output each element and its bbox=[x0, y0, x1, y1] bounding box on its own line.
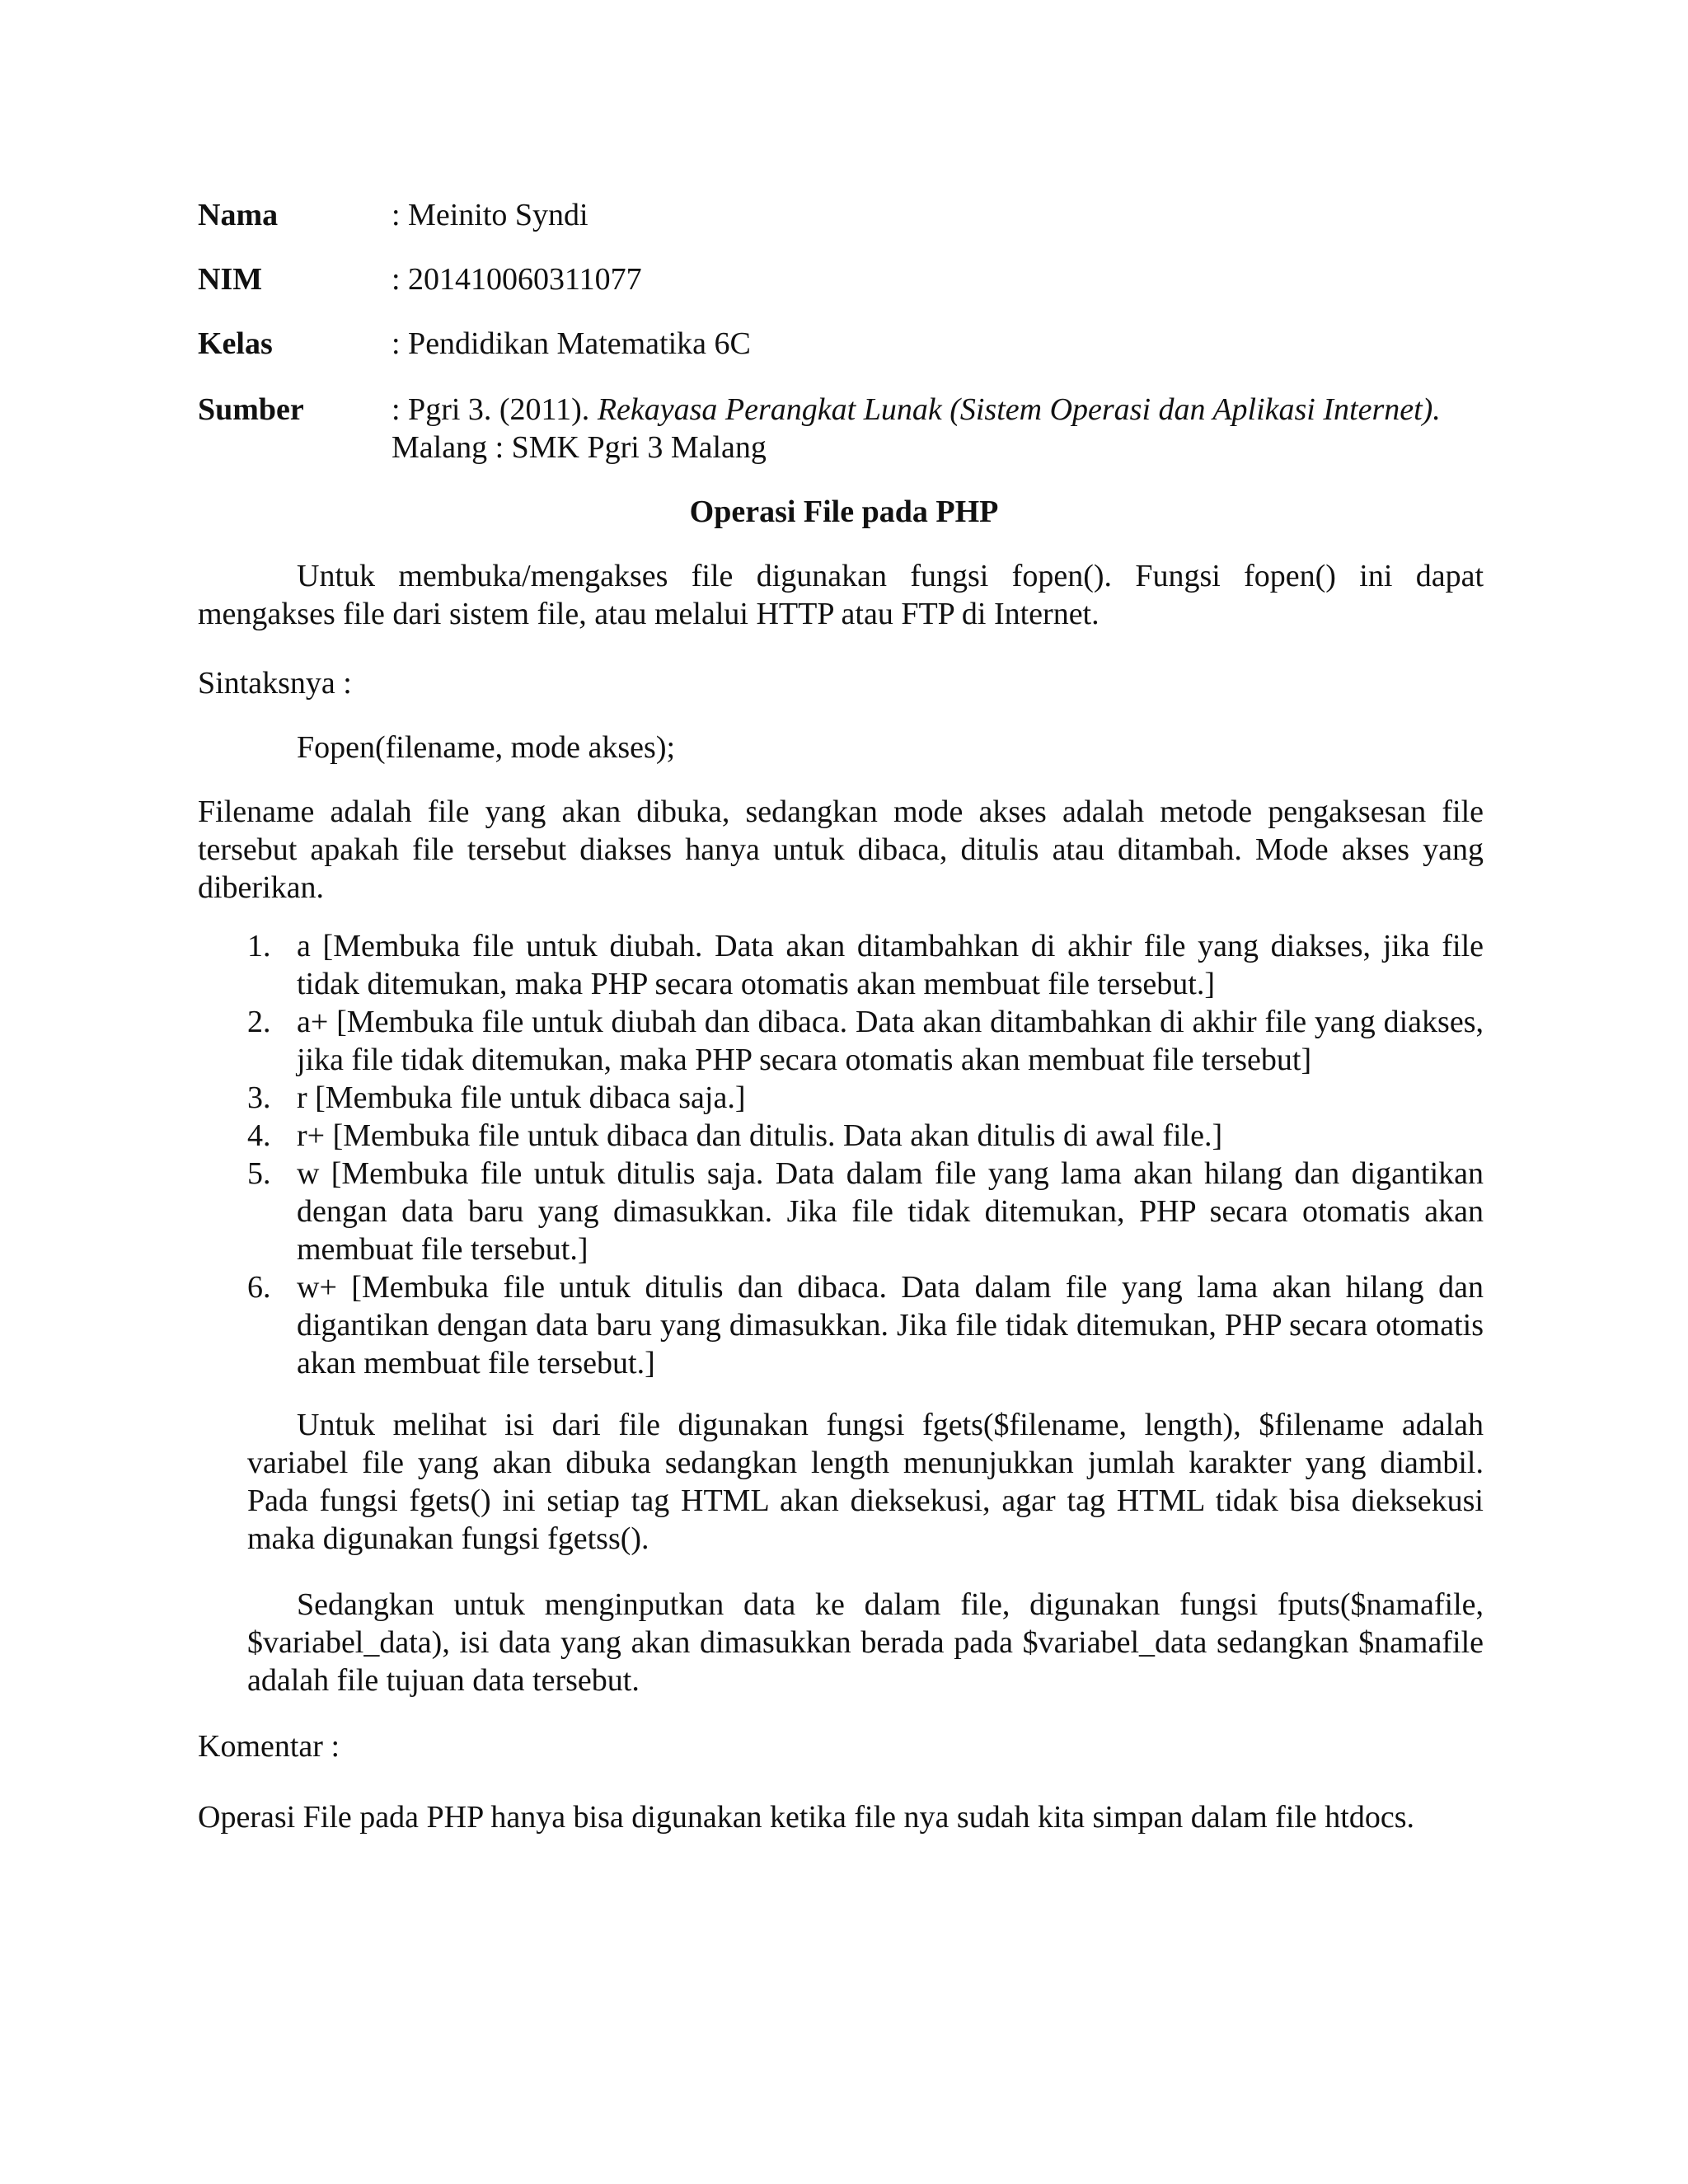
list-text: w+ [Membuka file untuk ditulis dan dibaca. Data dalam file yang lama akan hilang dan digantikan dengan data baru yang dimasukkan. Jika file tidak ditemukan, PHP secara otomatis akan membuat file tersebut.] bbox=[297, 1270, 1484, 1380]
list-text: r+ [Membuka file untuk dibaca dan ditulis. Data akan ditulis di awal file.] bbox=[297, 1118, 1223, 1153]
list-item bbox=[247, 1268, 1484, 1382]
list-text: a [Membuka file untuk diubah. Data akan ditambahkan di akhir file yang diakses, jika file tidak ditemukan, maka PHP secara otomatis akan membuat file tersebut.] bbox=[297, 929, 1484, 1001]
filename-description: Filename adalah file yang akan dibuka, sedangkan mode akses adalah metode pengaksesan file tersebut apakah file tersebut diakses hanya untuk dibaca, ditulis atau ditambah. Mode akses yang diberikan. bbox=[198, 794, 1484, 905]
list-item bbox=[247, 1155, 1484, 1268]
sumber-value bbox=[392, 391, 1441, 429]
syntax-label: Sintaksnya : bbox=[198, 666, 352, 701]
nim-label: NIM bbox=[198, 262, 263, 297]
nama-label: Nama bbox=[198, 198, 279, 232]
list-item bbox=[247, 1003, 1484, 1079]
list-number: 3. bbox=[247, 1080, 271, 1115]
sumber-prefix: : Pgri 3. (2011). bbox=[392, 392, 598, 427]
fgets-paragraph: Untuk melihat isi dari file digunakan fungsi fgets($filename, length), $filename adalah variabel file yang akan dibuka sedangkan length menunjukkan jumlah karakter yang diambil. Pada fungsi fgets() ini setiap tag HTML akan dieksekusi, agar tag HTML tidak bisa dieksekusi maka digunakan fungsi fgetss(). bbox=[247, 1408, 1484, 1556]
list-text: a+ [Membuka file untuk diubah dan dibaca. Data akan ditambahkan di akhir file yang diakses, jika file tidak ditemukan, maka PHP secara otomatis akan membuat file tersebut] bbox=[297, 1005, 1484, 1077]
list-item bbox=[247, 1079, 1484, 1117]
list-number: 5. bbox=[247, 1156, 271, 1191]
komentar-label: Komentar : bbox=[198, 1729, 340, 1764]
list-number: 1. bbox=[247, 929, 271, 963]
list-number: 6. bbox=[247, 1270, 271, 1305]
fputs-paragraph: Sedangkan untuk menginputkan data ke dalam file, digunakan fungsi fputs($namafile, $variabel_data), isi data yang akan dimasukkan berada pada $variabel_data sedangkan $namafile adalah file tujuan data tersebut. bbox=[247, 1587, 1484, 1698]
document-title: Operasi File pada PHP bbox=[689, 494, 999, 529]
access-mode-list bbox=[247, 927, 1484, 1382]
list-text: r [Membuka file untuk dibaca saja.] bbox=[297, 1080, 746, 1115]
list-item bbox=[247, 1117, 1484, 1155]
sumber-label: Sumber bbox=[198, 392, 304, 427]
list-number: 2. bbox=[247, 1005, 271, 1039]
list-text: w [Membuka file untuk ditulis saja. Data dalam file yang lama akan hilang dan digantikan dengan data baru yang dimasukkan. Jika file tidak ditemukan, PHP secara otomatis akan membuat file tersebut.] bbox=[297, 1156, 1484, 1267]
sumber-book-title: Rekayasa Perangkat Lunak (Sistem Operasi dan Aplikasi Internet). bbox=[597, 392, 1441, 427]
nama-value: : Meinito Syndi bbox=[392, 198, 588, 232]
list-number: 4. bbox=[247, 1118, 271, 1153]
intro-paragraph: Untuk membuka/mengakses file digunakan fungsi fopen(). Fungsi fopen() ini dapat mengakses file dari sistem file, atau melalui HTTP atau FTP di Internet. bbox=[198, 559, 1484, 631]
sumber-value-line2: Malang : SMK Pgri 3 Malang bbox=[392, 430, 767, 465]
syntax-code: Fopen(filename, mode akses); bbox=[297, 730, 676, 765]
kelas-value: : Pendidikan Matematika 6C bbox=[392, 326, 751, 361]
komentar-text: Operasi File pada PHP hanya bisa digunakan ketika file nya sudah kita simpan dalam file htdocs. bbox=[198, 1800, 1415, 1835]
nim-value: : 201410060311077 bbox=[392, 262, 642, 297]
list-item bbox=[247, 927, 1484, 1003]
kelas-label: Kelas bbox=[198, 326, 273, 361]
